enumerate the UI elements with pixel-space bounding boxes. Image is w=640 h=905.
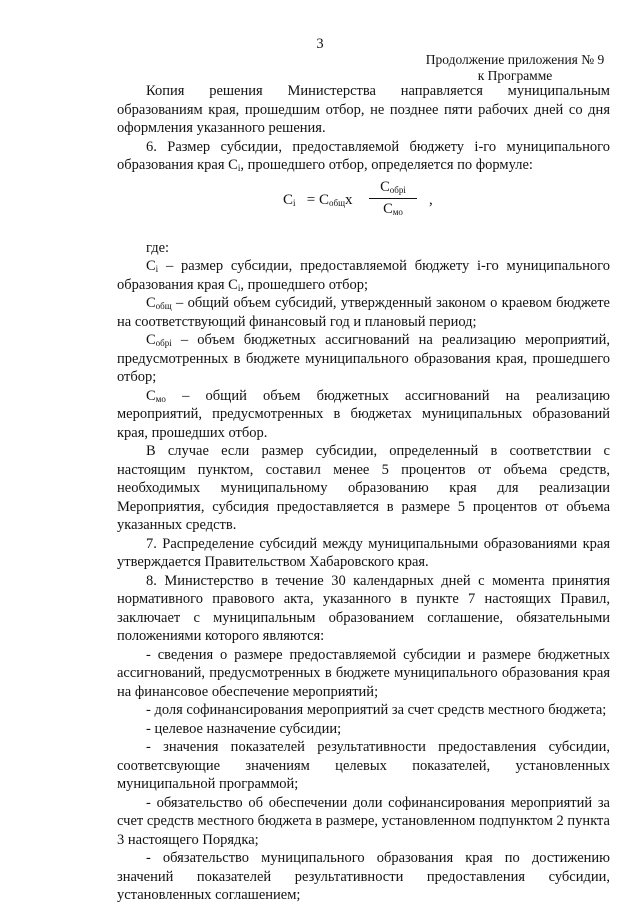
formula-fraction <box>369 179 417 218</box>
list-item: - обязательство об обеспечении доли софинансирования мероприятий за счет средств местного бюджета в размере, установленном подпунктом 2 пункта 3 настоящего Порядка; <box>117 794 610 848</box>
list-item: - целевое назначение субсидии; <box>146 720 342 737</box>
appendix-title: Продолжение приложения № 9 <box>425 52 605 67</box>
subsidy-formula <box>117 175 610 227</box>
appendix-subtitle: к Программе <box>477 68 553 83</box>
document-body <box>117 82 610 905</box>
formula-denominator: $С_{мо}$ <box>383 200 403 217</box>
formula-left-side: $С_i$ = $С_{общ}х$ <box>283 191 353 208</box>
appendix-header <box>420 52 610 84</box>
list-item: - доля софинансирования мероприятий за счет средств местного бюджета; <box>146 702 607 718</box>
paragraph-7: 7. Распределение субсидий между муниципальными образованиями края утверждается Правительством Хабаровского края. <box>117 535 610 570</box>
paragraph-minimum-subsidy: В случае если размер субсидии, определенный в соответствии с настоящим пунктом, составил менее 5 процентов от объема средств, необходимых муниципальному образованию края для реализации Мероприятия, субсидия предоставляется в размере 5 процентов от объема указанных средств. <box>117 443 610 533</box>
definition-ci: $С_i$ – размер субсидии, предоставляемой бюджету i-го муниципального образования края $С_i$, прошедшего отбор; <box>117 258 610 293</box>
page-number: 3 <box>316 36 324 52</box>
paragraph-6: 6. Размер субсидии, предоставляемой бюджету i-го муниципального образования края $С_i$, прошедшего отбор, определяется по формуле: <box>117 138 610 173</box>
formula-comma: , <box>429 191 433 208</box>
definition-c-mo: $С_{мо}$ – общий объем бюджетных ассигнований на реализацию мероприятий, предусмотренных в бюджетах муниципальных образований края, прошедших отбор. <box>117 387 610 441</box>
list-item: - значения показателей результативности предоставления субсидии, соответсвующие значениям целевых показателей, установленных муниципальной программой; <box>117 739 610 792</box>
paragraph-8: 8. Министерство в течение 30 календарных дней с момента принятия нормативного правового акта, указанного в пункте 7 настоящих Правил, заключает с муниципальным образованием соглашение, обязательными положениями которого являются: <box>117 572 610 644</box>
definition-c-total: $С_{общ}$ – общий объем субсидий, утвержденный законом о краевом бюджете на соответствующий финансовый год и плановый период; <box>117 295 610 330</box>
paragraph-copy-decision: Копия решения Министерства направляется муниципальным образованиям края, прошедшим отбор, не позднее пяти рабочих дней со дня оформления указанного решения. <box>117 83 610 136</box>
list-item: - обязательство муниципального образования края по достижению значений показателей результативности предоставления субсидии, установленных соглашением; <box>117 850 610 903</box>
definition-c-obri: $С_{обрi}$ – объем бюджетных ассигнований на реализацию мероприятий, предусмотренных в бюджете муниципального образования края, прошедшего отбор; <box>117 332 610 385</box>
formula-numerator: $С_{обрi}$ <box>369 179 417 199</box>
list-item: - сведения о размере предоставляемой субсидии и размере бюджетных ассигнований, предусмотренных в бюджете муниципального образования края на финансовое обеспечение мероприятий; <box>117 646 610 700</box>
where-label: где: <box>146 239 170 256</box>
